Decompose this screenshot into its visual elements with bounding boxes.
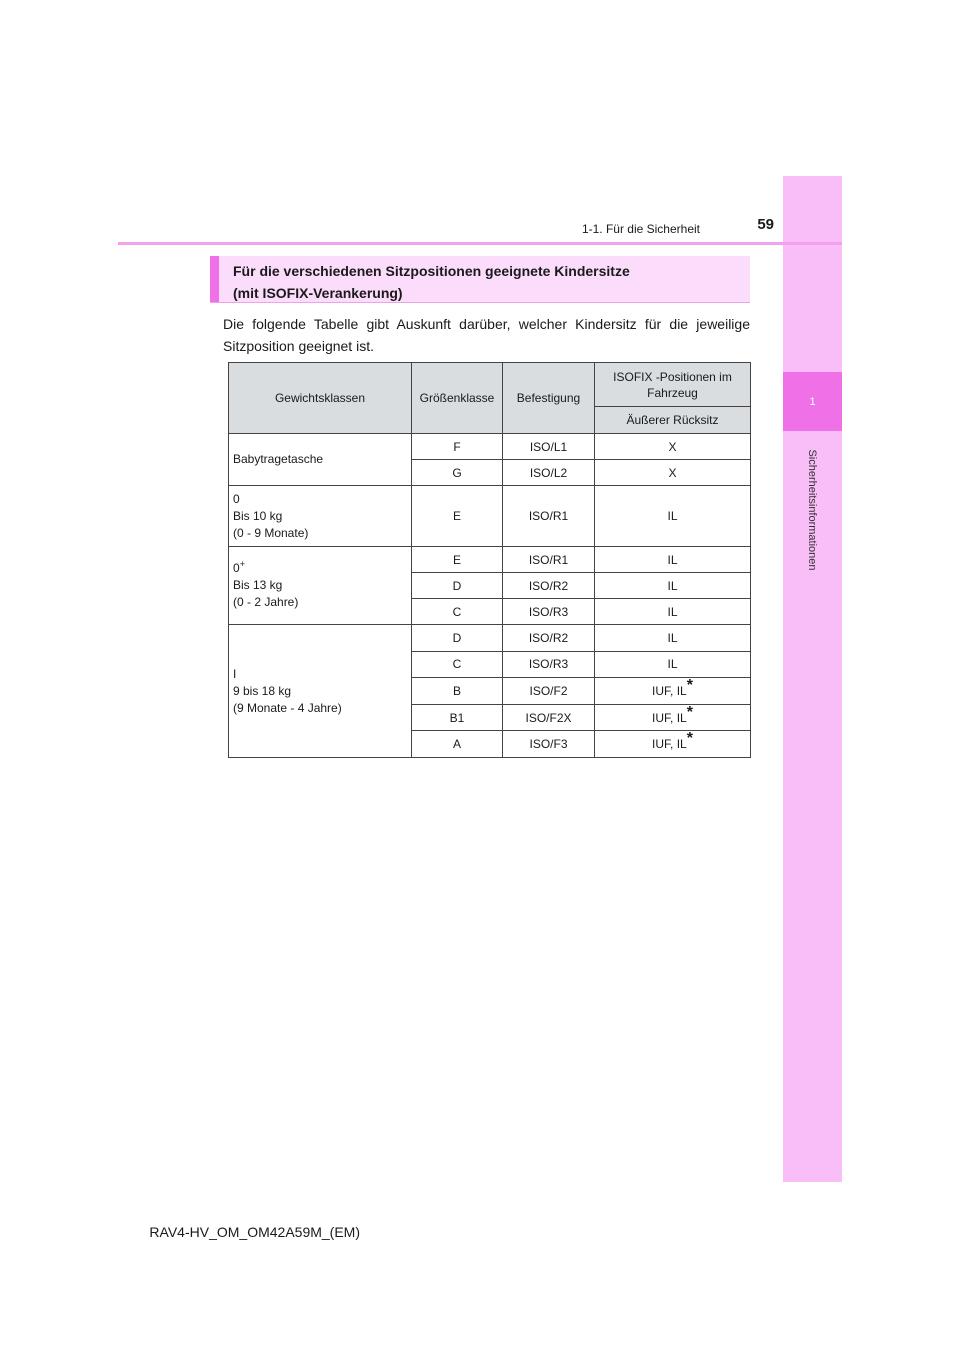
- weight-class-cell: [229, 625, 412, 758]
- suitability-value: X: [668, 465, 677, 480]
- fixture-cell: ISO/R2: [503, 573, 595, 599]
- weight-class-line-text: 0: [233, 561, 240, 575]
- intro-paragraph: Die folgende Tabelle gibt Auskunft darüber, welcher Kindersitz für die jeweilige Sitzposition geeignet ist.: [223, 316, 750, 354]
- weight-class-line: Bis 10 kg: [233, 508, 283, 523]
- size-class-cell: E: [412, 547, 503, 573]
- suitability-value: IL: [667, 578, 678, 593]
- fixture-cell: ISO/R3: [503, 651, 595, 678]
- outer-rear-seat-cell: [595, 625, 751, 652]
- size-class-cell: C: [412, 651, 503, 678]
- outer-rear-seat-cell: [595, 599, 751, 625]
- section-heading: [210, 256, 750, 303]
- heading-line-1: Für die verschiedenen Sitzpositionen geeignete Kindersitze: [233, 263, 630, 279]
- weight-class-cell: [229, 547, 412, 625]
- suitability-value: IUF, IL: [652, 737, 687, 752]
- suitability-value: IL: [667, 509, 678, 523]
- footnote-asterisk: *: [686, 676, 693, 694]
- size-class-cell: F: [412, 434, 503, 460]
- outer-rear-seat-cell: [595, 573, 751, 599]
- weight-class-line: Babytragetasche: [233, 452, 324, 466]
- outer-rear-seat-cell: [595, 460, 751, 486]
- header-rule: [118, 242, 842, 245]
- fixture-cell: ISO/F2: [503, 678, 595, 705]
- heading-accent-bar: [210, 256, 219, 302]
- table-row: [229, 625, 751, 652]
- weight-class-line: 9 bis 18 kg: [233, 683, 292, 698]
- weight-class-line: (0 - 2 Jahre): [233, 595, 299, 609]
- footnote-asterisk: *: [686, 730, 693, 748]
- size-class-cell: D: [412, 625, 503, 652]
- weight-class-line: (0 - 9 Monate): [233, 525, 309, 540]
- fixture-cell: ISO/L1: [503, 434, 595, 460]
- outer-rear-seat-cell: [595, 486, 751, 547]
- outer-rear-seat-cell: [595, 678, 751, 705]
- table-row: [229, 547, 751, 573]
- table-body: [229, 434, 751, 758]
- fixture-cell: ISO/L2: [503, 460, 595, 486]
- fixture-cell: ISO/R3: [503, 599, 595, 625]
- suitability-value: IUF, IL: [652, 683, 687, 698]
- page-number: 59: [757, 216, 774, 233]
- suitability-value: X: [668, 439, 677, 454]
- side-tab: [783, 176, 842, 1182]
- fixture-cell: ISO/F3: [503, 731, 595, 758]
- header-weight: Gewichtsklassen: [229, 363, 412, 434]
- heading-line-2: (mit ISOFIX-Verankerung): [233, 285, 403, 301]
- size-class-cell: G: [412, 460, 503, 486]
- fixture-cell: ISO/F2X: [503, 704, 595, 731]
- header-outer-rear: Äußerer Rücksitz: [595, 407, 751, 434]
- header-fixture: Befestigung: [503, 363, 595, 434]
- outer-rear-seat-cell: [595, 434, 751, 460]
- isofix-table: [228, 362, 751, 758]
- size-class-cell: A: [412, 731, 503, 758]
- weight-class-cell: [229, 486, 412, 547]
- size-class-cell: C: [412, 599, 503, 625]
- size-class-cell: B: [412, 678, 503, 705]
- suitability-value: IL: [667, 630, 678, 645]
- footnote-asterisk: *: [686, 703, 693, 721]
- suitability-value: IL: [667, 604, 678, 619]
- table-row: [229, 434, 751, 460]
- weight-class-line: Bis 13 kg: [233, 578, 283, 592]
- weight-class-line: 0: [233, 491, 240, 506]
- suitability-value: IL: [667, 552, 678, 567]
- suitability-value: IL: [667, 657, 678, 672]
- size-class-cell: D: [412, 573, 503, 599]
- outer-rear-seat-cell: [595, 547, 751, 573]
- footer-code: RAV4-HV_OM_OM42A59M_(EM): [149, 1224, 360, 1240]
- fixture-cell: ISO/R1: [503, 486, 595, 547]
- outer-rear-seat-cell: [595, 731, 751, 758]
- section-title: 1-1. Für die Sicherheit: [581, 222, 700, 236]
- heading-text: [233, 260, 733, 304]
- chapter-label: Sicherheitsinformationen: [806, 449, 818, 571]
- header-positions: ISOFIX -Positionen im Fahrzeug: [595, 363, 751, 407]
- weight-class-line: (9 Monate - 4 Jahre): [233, 700, 342, 715]
- superscript-mark: +: [239, 559, 245, 569]
- fixture-cell: ISO/R2: [503, 625, 595, 652]
- outer-rear-seat-cell: [595, 704, 751, 731]
- size-class-cell: B1: [412, 704, 503, 731]
- fixture-cell: ISO/R1: [503, 547, 595, 573]
- weight-class-line: [233, 560, 407, 577]
- suitability-value: IUF, IL: [652, 710, 687, 725]
- chapter-number: 1: [783, 372, 842, 431]
- isofix-table-wrapper: [228, 362, 750, 758]
- header-size: Größenklasse: [412, 363, 503, 434]
- weight-class-line: I: [233, 666, 237, 681]
- table-row: [229, 486, 751, 547]
- size-class-cell: E: [412, 486, 503, 547]
- outer-rear-seat-cell: [595, 651, 751, 678]
- weight-class-cell: [229, 434, 412, 486]
